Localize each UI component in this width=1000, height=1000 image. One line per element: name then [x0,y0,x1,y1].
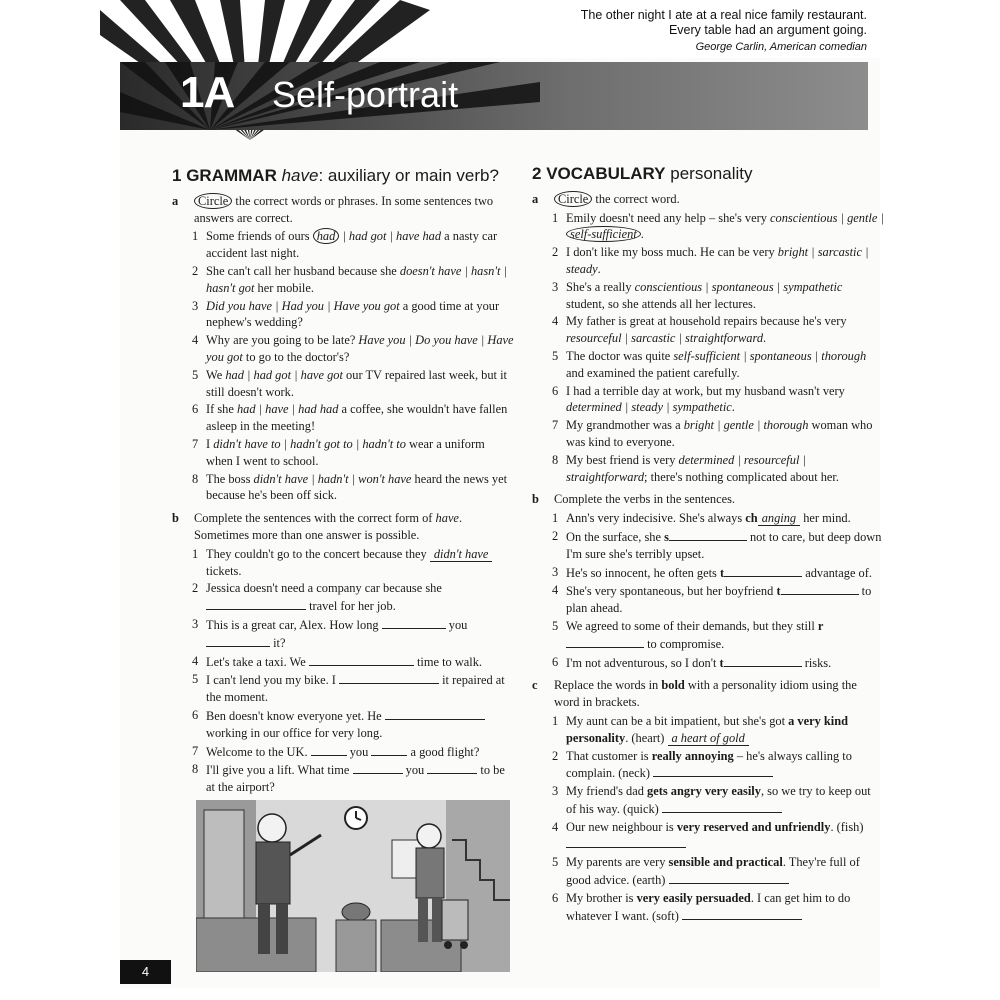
item-text: My father is great at household repairs because he's very resourceful | sarcastic | straightforward. [566,314,847,346]
item-text: She's very spontaneous, but her boyfriend t to plan ahead. [566,584,872,616]
exercise-item [552,582,884,617]
answer-blank[interactable] [566,835,686,848]
verb-first-letters: ch [745,511,758,526]
item-number: 2 [552,245,559,260]
item-text: We had | had got | have got our TV repaired last week, but it still doesn't work. [206,367,507,399]
exercise-list-1a [172,228,514,504]
section-sub-italic: have [281,166,319,185]
unit-code: 1A [180,68,235,117]
item-number: 3 [192,298,199,313]
item-text: My brother is very easily persuaded. I can get him to do whatever I want. (soft) [566,890,851,923]
answer-options[interactable]: self-sufficient | spontaneous | thorough [673,348,867,363]
verb-first-letters: s [664,529,669,544]
task-letter: c [532,678,538,693]
section-number: 2 [532,164,542,183]
exercise-item [552,564,884,582]
item-text: My best friend is very determined | resourceful | straightforward; there's nothing complicated about her. [566,452,839,484]
item-text: I can't lend you my bike. I it repaired at the moment. [206,673,505,705]
exercise-item [552,713,884,747]
item-number: 5 [192,367,199,382]
item-number: 2 [192,263,199,278]
exercise-item [552,383,884,417]
item-text: Our new neighbour is very reserved and unfriendly. (fish) [566,819,884,854]
bold-phrase: a very kind personality [566,713,849,745]
item-number: 3 [552,784,559,799]
circled-answer: had [313,228,340,244]
task-instruction: Replace the words in bold with a personality idiom using the word in brackets. [554,678,857,710]
task-1b [172,510,514,544]
item-text: I'm not adventurous, so I don't t risks. [566,655,832,670]
answer-options[interactable]: didn't have to | hadn't got to | hadn't to [213,436,406,451]
item-number: 1 [552,210,559,225]
item-number: 5 [552,855,559,870]
answer-options[interactable]: determined | steady | sympathetic [566,400,732,415]
exercise-item [192,761,514,796]
exercise-item [552,528,884,563]
answer-options[interactable]: had | have | had had [236,402,339,417]
item-number: 3 [192,616,199,631]
item-number: 1 [192,546,199,561]
exercise-item [552,748,884,783]
answer-blank[interactable] [311,743,347,756]
answer-blank[interactable] [669,871,789,884]
task-letter: b [532,492,539,507]
item-text: On the surface, she s not to care, but deep down I'm sure she's terribly upset. [566,529,882,561]
item-text: Did you have | Had you | Have you got a good time at your nephew's wedding? [206,298,500,330]
grammar-heading [172,168,514,185]
task-2c [532,677,884,711]
exercise-item [552,510,884,527]
verb-first-letters: t [719,565,725,580]
quote-attribution: George Carlin, American comedian [695,41,867,53]
item-number: 6 [192,707,199,722]
task-instruction: Complete the verbs in the sentences. [554,492,735,507]
item-number: 2 [552,748,559,763]
exercise-item [192,436,514,470]
exercise-item [552,244,884,278]
task-1a [172,193,514,227]
item-number: 7 [552,418,559,433]
quote-line-2: Every table had an argument going. [668,23,867,37]
answer-blank[interactable] [309,653,414,666]
item-text: Some friends of ours had | had got | have had a nasty car accident last night. [206,229,498,261]
item-text: My aunt can be a bit impatient, but she's got a very kind personality. (heart) a heart of gold [566,713,849,745]
item-text: She's a really conscientious | spontaneous | sympathetic student, so she attends all her lectures. [566,279,843,311]
handwritten-answer: didn't have [430,547,493,562]
item-text: That customer is really annoying – he's always calling to complain. (neck) [566,748,852,781]
item-text: Ben doesn't know everyone yet. He working in our office for very long. [206,707,514,742]
item-text: Let's take a taxi. We time to walk. [206,654,482,669]
item-text: I didn't have to | hadn't got to | hadn't to wear a uniform when I went to school. [206,436,485,468]
verb-first-letters: t [719,655,724,670]
item-text: My grandmother was a bright | gentle | thorough woman who was kind to everyone. [566,418,873,449]
item-number: 1 [552,511,559,526]
item-text: The boss didn't have | hadn't | won't have heard the news yet because he's been off sick. [206,471,508,503]
exercise-item [552,618,884,653]
answer-blank[interactable] [653,764,773,777]
item-number: 4 [552,314,559,329]
section-key: VOCABULARY [546,164,666,183]
item-number: 3 [552,564,559,579]
item-number: 6 [192,402,199,417]
item-text: He's so innocent, he often gets t advantage of. [566,565,872,580]
answer-blank[interactable] [206,634,270,647]
item-number: 3 [552,279,559,294]
item-text: Why are you going to be late? Have you | Do you have | Have you got to go to the doctor's? [206,333,514,364]
bold-phrase: gets angry very easily [647,784,761,799]
circled-answer: self-sufficient [566,226,641,242]
item-text: She can't call her husband because she doesn't have | hasn't | hasn't got her mobile. [206,263,507,295]
verb-first-letters: r [817,618,824,633]
answer-blank[interactable] [353,761,403,774]
answer-blank[interactable] [662,800,782,813]
task-2b [532,491,884,508]
answer-blank[interactable] [339,671,439,684]
task-letter: a [532,191,539,206]
item-text: I don't like my boss much. He can be very bright | sarcastic | steady. [566,245,869,276]
exercise-item [552,210,884,244]
answer-options[interactable]: conscientious | gentle | [770,210,884,225]
answer-options[interactable]: conscientious | spontaneous | sympathetic [634,279,843,294]
unit-title: Self-portrait [272,74,459,115]
answer-blank[interactable] [385,707,485,720]
section-sub: personality [670,164,753,183]
section-sub: : auxiliary or main verb? [318,166,499,185]
answer-blank[interactable] [682,907,802,920]
exercise-item [192,743,514,761]
answer-options[interactable]: | had got | have had [339,229,442,244]
task-2a [532,191,884,208]
item-text: My parents are very sensible and practical. They're full of good advice. (earth) [566,855,860,888]
item-number: 8 [192,762,199,777]
item-text: This is a great car, Alex. How long you it? [206,617,468,650]
answer-options[interactable]: Did you have | Had you | Have you got [206,298,400,313]
answer-options[interactable]: Have you | Do you have | Have you got [206,333,514,364]
exercise-item [192,616,514,652]
answer-blank[interactable] [724,564,802,577]
task-instruction: Circle the correct words or phrases. In some sentences two answers are correct. [194,193,494,225]
item-number: 1 [192,229,199,244]
answer-options[interactable]: resourceful | sarcastic | straightforward [566,331,764,346]
exercise-list-2a [532,210,884,486]
item-number: 5 [192,672,199,687]
vocabulary-heading [532,166,884,183]
verb-first-letters: t [776,584,781,599]
item-number: 4 [192,653,199,668]
item-number: 5 [552,618,559,633]
bold-phrase: very reserved and unfriendly [676,819,831,834]
item-text: My friend's dad gets angry very easily, so we try to keep out of his way. (quick) [566,784,871,816]
item-number: 5 [552,348,559,363]
exercise-item [552,452,884,486]
exercise-item [192,546,514,580]
item-text: I'll give you a lift. What time you to be at the airport? [206,763,505,795]
answer-options[interactable]: doesn't have | hasn't | hasn't got [206,263,507,295]
item-number: 7 [192,436,199,451]
exercise-item [552,417,884,451]
exercise-item [192,471,514,505]
section-key: GRAMMAR [186,166,277,185]
answer-options[interactable]: didn't have | hadn't | won't have [253,471,412,486]
answer-blank[interactable] [781,582,859,595]
task-instruction: Complete the sentences with the correct form of have. Sometimes more than one answer is possible. [194,511,463,542]
answer-options[interactable]: bright | sarcastic | steady [566,245,869,276]
item-text: Jessica doesn't need a company car because she travel for her job. [206,581,442,614]
answer-options[interactable]: determined | resourceful | straightforward [566,452,806,484]
item-number: 4 [552,819,559,834]
exercise-item [192,263,514,297]
exercise-item [192,367,514,401]
item-number: 8 [552,452,559,467]
page-number: 4 [120,960,171,984]
exercise-item [552,279,884,313]
exercise-list-2b [532,510,884,671]
item-number: 6 [552,890,559,905]
task-instruction: Circle the correct word. [554,191,884,208]
exercise-item [192,298,514,332]
answer-blank[interactable] [566,635,644,648]
exercise-item [552,819,884,854]
exercise-item [192,707,514,742]
item-text: I had a terrible day at work, but my husband wasn't very determined | steady | sympathetic. [566,383,845,415]
exercise-item [192,401,514,435]
task-letter: a [172,193,179,208]
unit-banner [120,62,868,130]
answer-blank[interactable] [382,616,446,629]
circle-word: Circle [194,193,232,209]
item-text: We agreed to some of their demands, but they still r to compromise. [566,618,824,651]
task-letter: b [172,511,179,526]
item-number: 7 [192,743,199,758]
vocabulary-section [532,166,884,925]
item-number: 4 [192,333,199,348]
grammar-section [172,168,514,797]
exercise-item [552,890,884,925]
item-text: If she had | have | had had a coffee, she wouldn't have fallen asleep in the meeting! [206,402,508,434]
answer-blank[interactable] [206,597,306,610]
answer-blank[interactable] [669,528,747,541]
item-number: 1 [552,713,559,728]
exercise-item [192,671,514,706]
hotel-lobby-illustration [196,800,510,972]
item-number: 4 [552,583,559,598]
epigraph-quote [581,8,867,55]
exercise-item [192,332,514,366]
exercise-list-1b [172,546,514,796]
answer-options[interactable]: bright | gentle | thorough [683,418,809,433]
bold-phrase: really annoying [651,748,734,763]
exercise-item [192,228,514,262]
exercise-item [192,580,514,615]
answer-blank[interactable] [371,743,407,756]
item-text: They couldn't go to the concert because they didn't have tickets. [206,546,514,580]
exercise-list-2c [532,713,884,925]
exercise-item [552,854,884,889]
item-number: 2 [192,581,199,596]
answer-blank[interactable] [724,654,802,667]
exercise-item [552,313,884,347]
item-number: 6 [552,383,559,398]
item-text: Ann's very indecisive. She's always ch anging her mind. [566,511,851,526]
exercise-item [192,653,514,671]
item-text: Emily doesn't need any help – she's very conscientious | gentle | self-sufficient . [566,210,884,242]
item-text: Welcome to the UK. you a good flight? [206,744,480,759]
answer-options[interactable]: had | had got | have got [225,367,343,382]
item-number: 2 [552,528,559,543]
section-number: 1 [172,166,182,185]
item-number: 8 [192,471,199,486]
exercise-item [552,654,884,672]
handwritten-answer: a heart of gold [668,731,749,746]
bold-phrase: sensible and practical [668,855,783,870]
handwritten-answer: anging [758,511,800,526]
quote-line-1: The other night I ate at a real nice family restaurant. [580,8,867,22]
item-number: 6 [552,654,559,669]
answer-blank[interactable] [427,761,477,774]
bold-phrase: very easily persuaded [636,890,751,905]
exercise-item [552,348,884,382]
circle-word: Circle [554,191,592,207]
exercise-item [552,783,884,818]
item-text: The doctor was quite self-sufficient | spontaneous | thorough and examined the patient carefully. [566,348,867,380]
